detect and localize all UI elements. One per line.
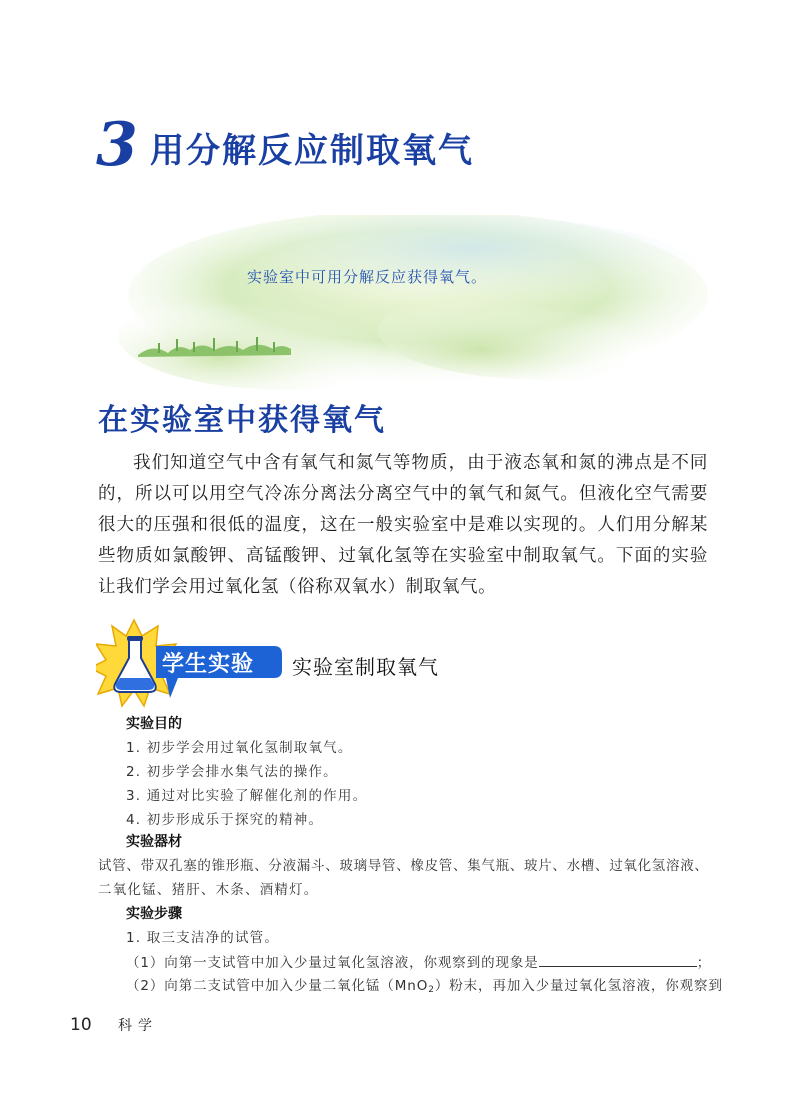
chapter-title: 用分解反应制取氧气 bbox=[150, 131, 474, 171]
body-paragraph: 我们知道空气中含有氧气和氮气等物质，由于液态氧和氮的沸点是不同的，所以可以用空气冷冻分离法分离空气中的氧气和氮气。但液化空气需要很大的压强和很低的温度，这在一般实验室中是难以实现的。人们用分解某些物质如氯酸钾、高锰酸钾、过氧化氢等在实验室中制取氧气。下面的实验让我们学会用过氧化氢（俗称双氧水）制取氧气。 bbox=[98, 453, 708, 597]
step-text: （2）向第二支试管中加入少量二氧化锰（MnO bbox=[126, 978, 429, 994]
step-item: 1. 取三支洁净的试管。 bbox=[126, 930, 280, 946]
step-item bbox=[126, 976, 723, 1000]
purpose-item: 2. 初步学会排水集气法的操作。 bbox=[126, 764, 338, 780]
answer-blank[interactable] bbox=[539, 952, 697, 967]
step-punct: ； bbox=[696, 955, 712, 971]
steps-heading: 实验步骤 bbox=[126, 906, 182, 922]
purpose-item: 1. 初步学会用过氧化氢制取氧气。 bbox=[126, 740, 353, 756]
badge-label: 学生实验 bbox=[162, 652, 255, 677]
subscript: 2 bbox=[428, 985, 435, 995]
experiment-title: 实验室制取氧气 bbox=[292, 655, 439, 679]
section-title: 在实验室中获得氧气 bbox=[98, 403, 386, 438]
footer-subject: 科学 bbox=[118, 1018, 158, 1034]
purpose-item: 4. 初步形成乐于探究的精神。 bbox=[126, 812, 324, 828]
step-item bbox=[126, 952, 711, 973]
page-number: 10 bbox=[70, 1015, 92, 1035]
watercolor-banner bbox=[118, 215, 708, 390]
materials-line: 二氧化锰、猪肝、木条、酒精灯。 bbox=[98, 882, 319, 898]
step-text: ）粉末，再加入少量过氧化氢溶液，你观察到 bbox=[434, 978, 723, 994]
materials-line: 试管、带双孔塞的锥形瓶、分液漏斗、玻璃导管、橡皮管、集气瓶、玻片、水槽、过氧化氢溶液、 bbox=[98, 858, 709, 874]
banner-caption: 实验室中可用分解反应获得氧气。 bbox=[247, 268, 488, 286]
purpose-item: 3. 通过对比实验了解催化剂的作用。 bbox=[126, 788, 368, 804]
purpose-heading: 实验目的 bbox=[126, 716, 182, 732]
step-text: （1）向第一支试管中加入少量过氧化氢溶液，你观察到的现象是 bbox=[126, 955, 539, 971]
materials-heading: 实验器材 bbox=[126, 834, 182, 850]
chapter-number: 3 bbox=[96, 110, 138, 180]
